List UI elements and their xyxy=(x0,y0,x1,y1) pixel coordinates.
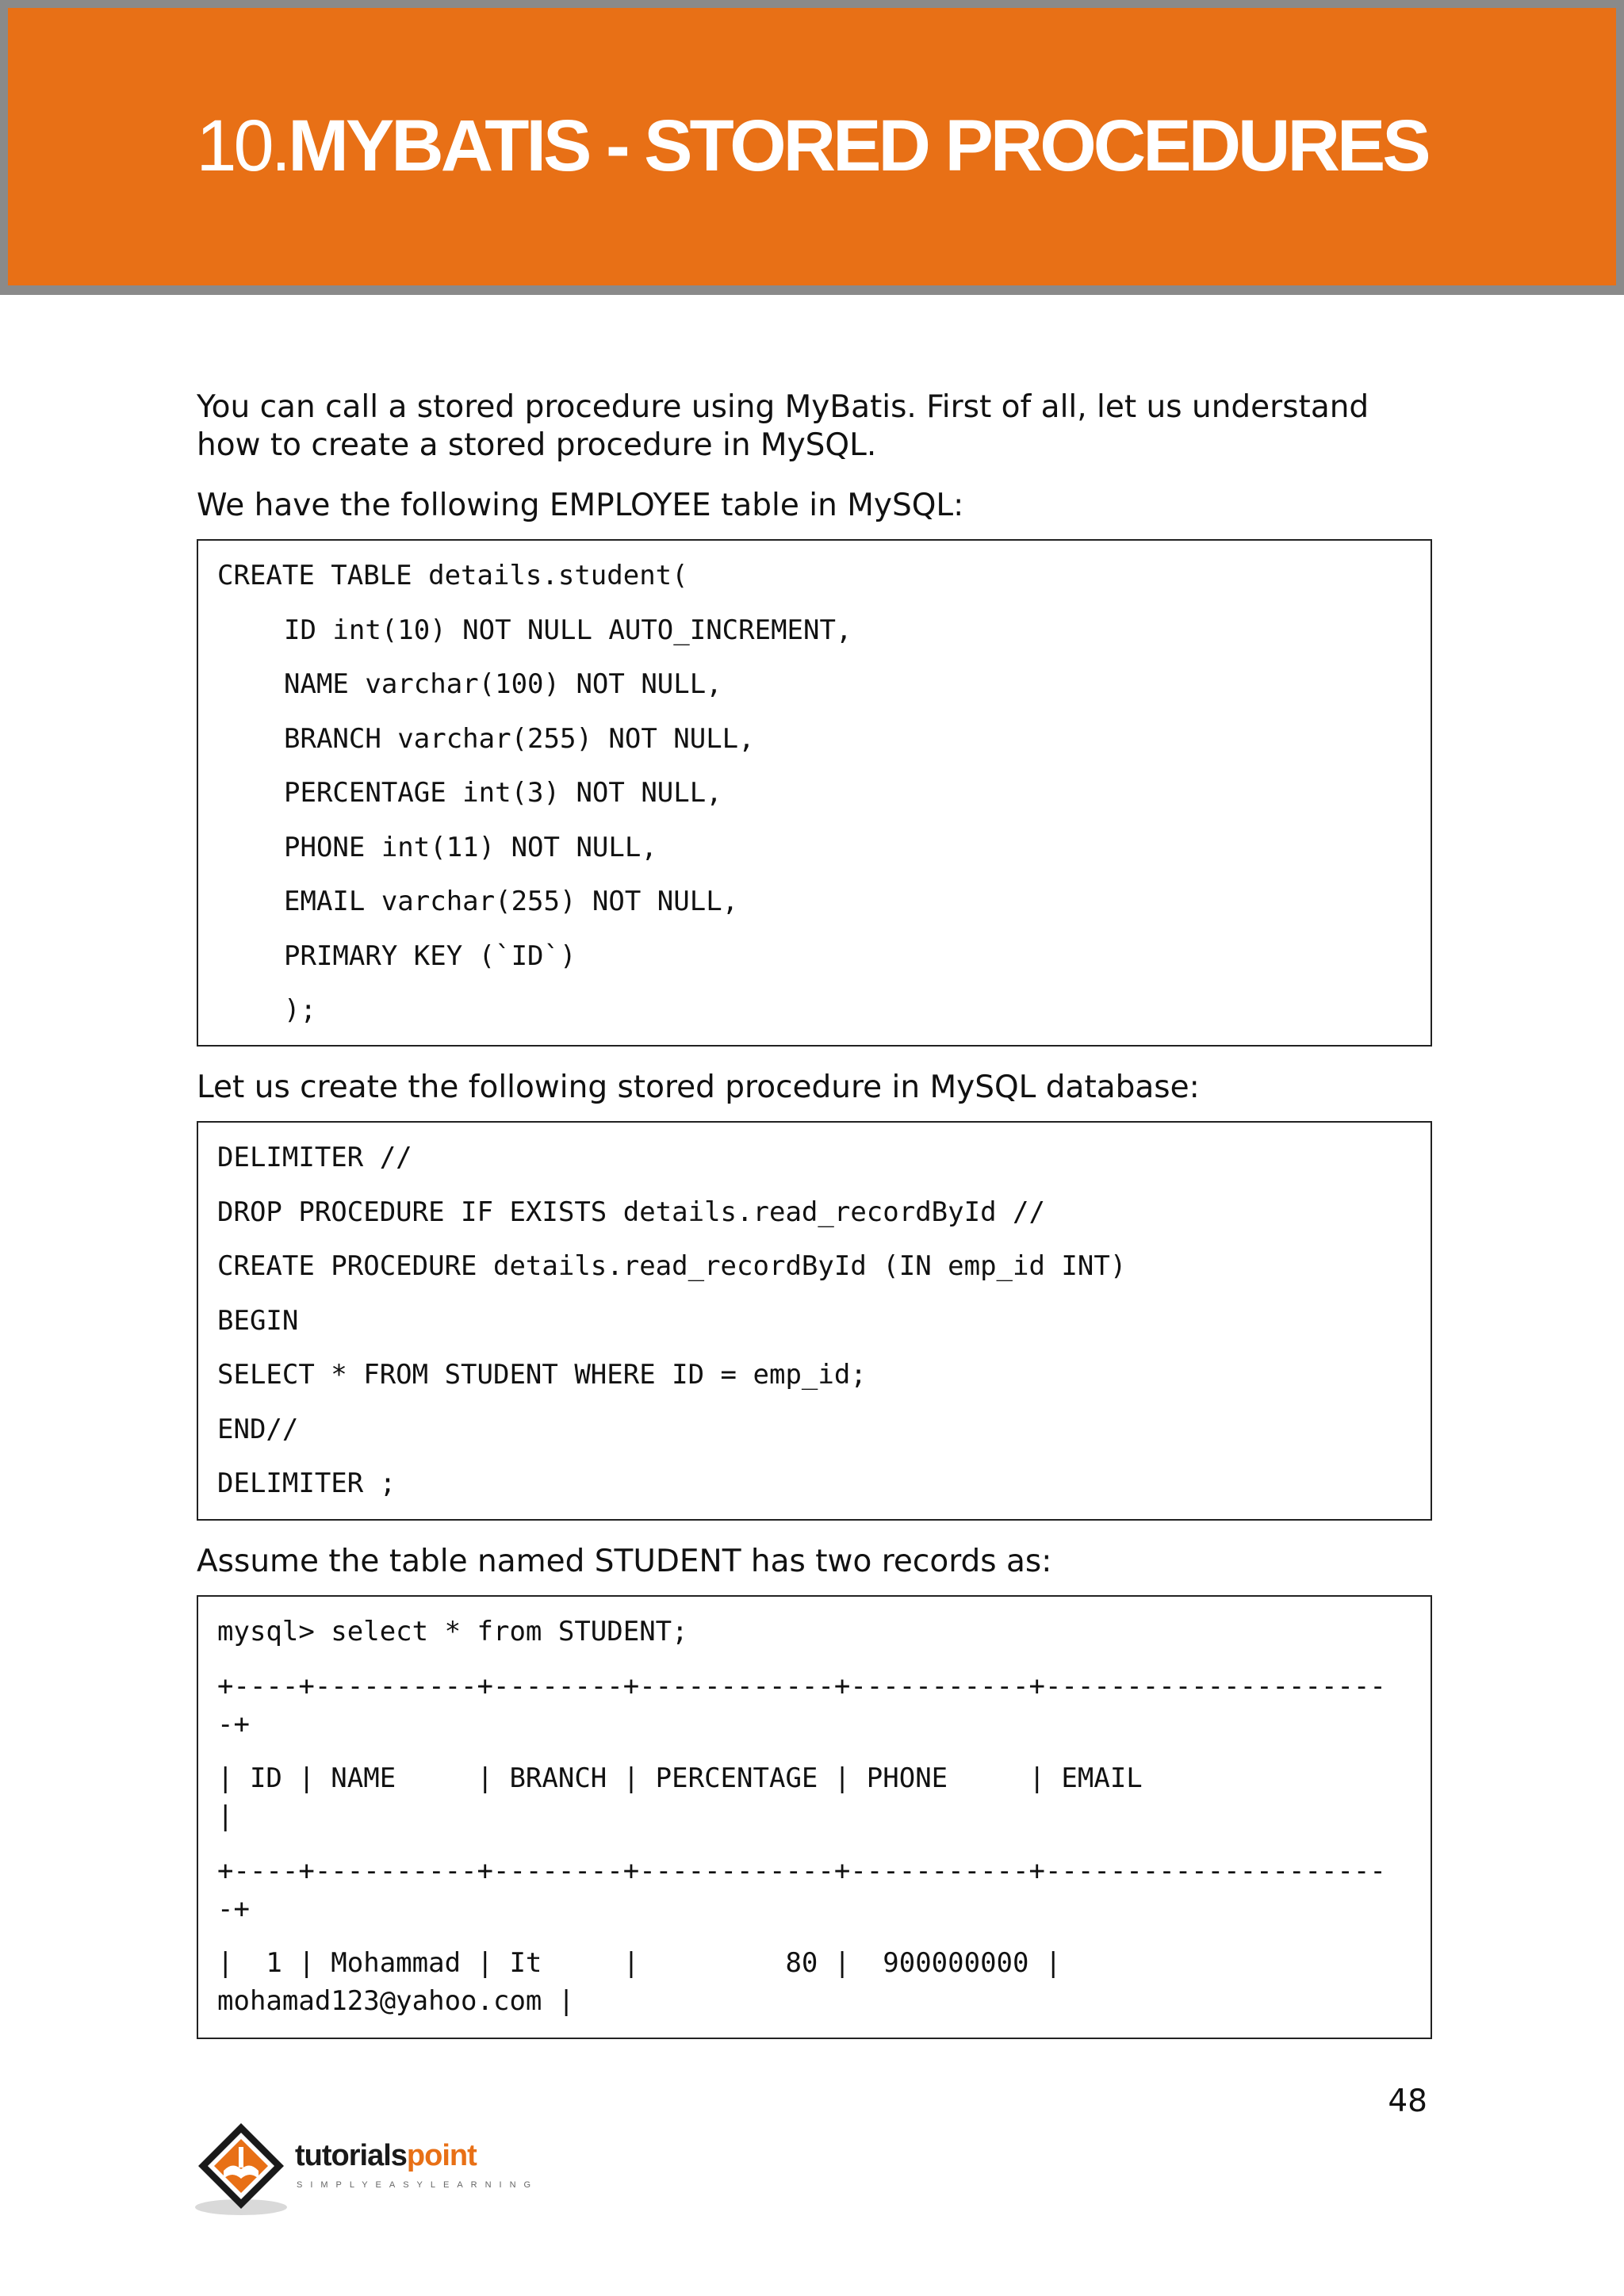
code-line: BRANCH varchar(255) NOT NULL, xyxy=(284,722,755,755)
code-line: DELIMITER // xyxy=(217,1142,412,1173)
code-line: DELIMITER ; xyxy=(217,1468,396,1499)
tutorialspoint-logo xyxy=(193,2118,542,2221)
chapter-title xyxy=(8,106,1616,186)
code-line: CREATE PROCEDURE details.read_recordById (IN emp_id INT) xyxy=(217,1250,1127,1282)
logo-tagline: SIMPLYEASYLEARNING xyxy=(297,2180,539,2190)
code-line: EMAIL varchar(255) NOT NULL, xyxy=(284,886,739,917)
chapter-header xyxy=(0,0,1624,295)
code-line: CREATE TABLE details.student( xyxy=(217,560,688,591)
code-line: ID int(10) NOT NULL AUTO_INCREMENT, xyxy=(284,614,852,646)
employee-table-intro: We have the following EMPLOYEE table in MySQL: xyxy=(197,488,964,523)
table-border-line: +----+----------+--------+------------+-----------+--------------------- -+ xyxy=(217,1854,1386,1925)
chapter-title-text: MYBATIS - STORED PROCEDURES xyxy=(288,105,1428,186)
code-line: mysql> select * from STUDENT; xyxy=(217,1616,688,1647)
procedure-intro: Let us create the following stored procedure in MySQL database: xyxy=(197,1070,1200,1105)
chapter-number: 10. xyxy=(196,105,289,186)
code-line: NAME varchar(100) NOT NULL, xyxy=(284,668,722,700)
page-content xyxy=(197,388,1431,2061)
page-number: 48 xyxy=(1388,2084,1427,2119)
logo-wordmark-part1: tutorials xyxy=(295,2139,407,2172)
code-line: END// xyxy=(217,1413,299,1445)
intro-paragraph: You can call a stored procedure using MyBatis. First of all, let us understand how to create a stored procedure in MySQL. xyxy=(197,389,1369,463)
code-line: DROP PROCEDURE IF EXISTS details.read_recordById // xyxy=(217,1196,1045,1228)
logo-wordmark xyxy=(295,2139,477,2173)
records-intro: Assume the table named STUDENT has two records as: xyxy=(197,1544,1052,1579)
table-header-line: | ID | NAME | BRANCH | PERCENTAGE | PHONE | EMAIL | xyxy=(217,1762,1143,1832)
code-line: SELECT * FROM STUDENT WHERE ID = emp_id; xyxy=(217,1359,867,1391)
table-row-line: | 1 | Mohammad | It | 80 | 900000000 | mohamad123@yahoo.com | xyxy=(217,1947,1062,2017)
logo-wordmark-part2: point xyxy=(406,2139,477,2172)
code-line: ); xyxy=(284,994,316,1026)
logo-diamond-icon xyxy=(193,2118,297,2221)
create-table-code-block xyxy=(197,539,1432,1047)
stored-procedure-code-block xyxy=(197,1121,1432,1521)
code-line: PRIMARY KEY (`ID`) xyxy=(284,939,576,972)
table-border-line: +----+----------+--------+------------+-----------+--------------------- -+ xyxy=(217,1670,1386,1740)
code-line: BEGIN xyxy=(217,1304,299,1337)
student-records-code-block xyxy=(197,1595,1432,2039)
chapter-header-banner xyxy=(8,8,1616,285)
code-line: PERCENTAGE int(3) NOT NULL, xyxy=(284,777,722,809)
code-line: PHONE int(11) NOT NULL, xyxy=(284,831,657,863)
